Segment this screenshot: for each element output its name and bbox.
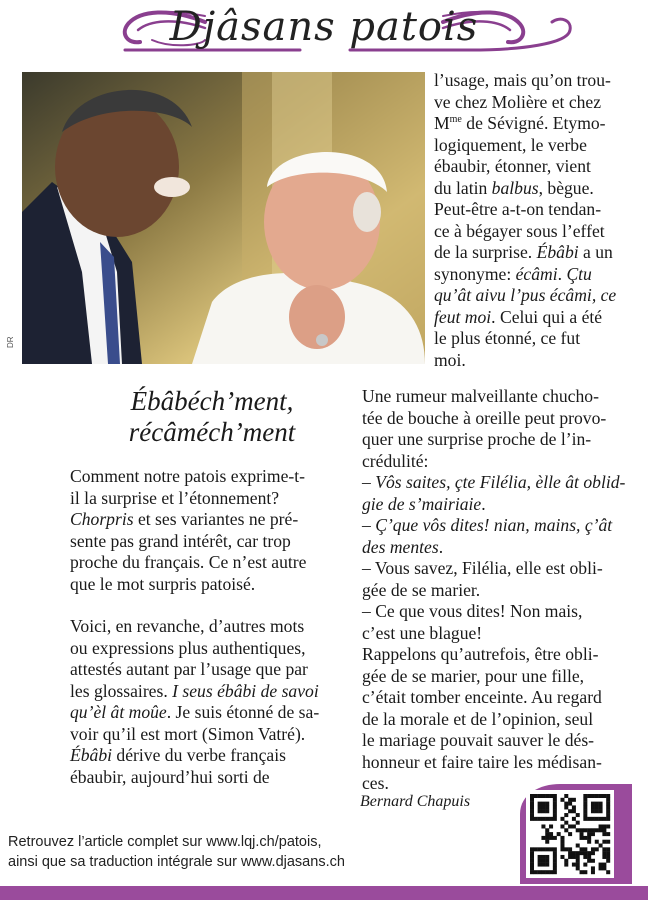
text-line: Voici, en revanche, d’autres mots	[70, 616, 305, 636]
text-line: – Vôs saites, çte Filélia, èlle ât oblid-	[362, 472, 626, 492]
text-line: Une rumeur malveillante chucho-	[362, 386, 599, 406]
text-line: des mentes.	[362, 536, 444, 557]
text-line: quer une surprise proche de l’in-	[362, 429, 592, 449]
text-line: du latin balbus, bègue.	[434, 177, 594, 198]
text-line: Peut-être a-t-on tendan-	[434, 199, 602, 219]
text-line: voir qu’il est mort (Simon Vatré).	[70, 723, 306, 744]
text-line: logiquement, le verbe	[434, 134, 587, 155]
text-line: synonyme: écâmi. Çtu	[434, 263, 592, 284]
article-column-right	[362, 386, 634, 795]
text-line: Ébâbi dérive du verbe français	[70, 745, 286, 765]
section-title: Djâsans patois	[169, 4, 479, 50]
text-line: ébaubir, étonner, vient	[434, 156, 591, 176]
text-line: Comment notre patois exprime-t-	[70, 466, 306, 486]
author-signature: Bernard Chapuis	[360, 793, 471, 810]
text-line: – Ce que vous dites! Non mais,	[362, 601, 583, 621]
text-line: gée de se marier, pour une fille,	[362, 665, 585, 686]
text-line: Rappelons qu’autrefois, être obli-	[362, 644, 599, 664]
footer-line: ainsi que sa traduction intégrale sur www.djasans.ch	[8, 854, 345, 870]
qr-code-icon	[520, 784, 632, 884]
text-line: – Vous savez, Filélia, elle est obli-	[362, 558, 603, 578]
photo-credit: DR	[6, 336, 15, 348]
text-line: honneur et faire taire les médisan-	[362, 751, 602, 772]
text-line: ve chez Molière et chez	[434, 91, 602, 112]
text-line: gie de s’mairiaie.	[362, 493, 486, 514]
article-column-left	[70, 466, 354, 788]
text-line: l’usage, mais qu’on trou-	[434, 70, 611, 90]
article-column-top-right	[434, 70, 634, 371]
text-line: Chorpris et ses variantes ne pré-	[70, 509, 299, 529]
text-line: proche du français. Ce n’est autre	[70, 552, 307, 572]
text-line: crédulité:	[362, 450, 429, 471]
text-line: les glossaires. I seus ébâbi de savoi	[70, 680, 319, 701]
bottom-accent-bar	[0, 886, 648, 900]
text-line: qu’ât aivu l’pus écâmi, ce	[434, 285, 617, 305]
text-line: de la morale et de l’opinion, seul	[362, 708, 594, 729]
text-line: – Ç’que vôs dites! nian, mains, ç’ât	[362, 515, 613, 535]
headline-line: récâméch’ment	[128, 417, 296, 447]
text-line: gée de se marier.	[362, 579, 481, 600]
article-photo	[22, 72, 425, 364]
footer-note	[8, 832, 508, 872]
text-line: de la surprise. Ébâbi a un	[434, 242, 613, 262]
text-line: ce à bégayer sous l’effet	[434, 220, 605, 241]
text-line: $M^{me}$ de Sévigné. Etymo-	[434, 113, 606, 133]
text-line: feut moi. Celui qui a été	[434, 306, 603, 327]
qr-code[interactable]	[520, 784, 632, 884]
footer-line: Retrouvez l’article complet sur www.lqj.ch/patois,	[8, 834, 322, 850]
text-line: le mariage pouvait sauver le dés-	[362, 730, 595, 750]
headline-line: Ébâbéch’ment,	[130, 386, 294, 416]
text-line: que le mot surpris patoisé.	[70, 573, 256, 594]
text-line: ces.	[362, 773, 389, 793]
text-line: le plus étonné, ce fut	[434, 328, 581, 348]
page-header	[0, 0, 648, 66]
text-line: il la surprise et l’étonnement?	[70, 487, 280, 508]
text-line: ou expressions plus authentiques,	[70, 637, 306, 658]
photo-icon	[22, 72, 425, 364]
text-line: c’était tomber enceinte. Au regard	[362, 687, 602, 707]
text-line: moi.	[434, 349, 466, 370]
article-headline	[70, 386, 354, 448]
text-line: ébaubir, aujourd’hui sorti de	[70, 766, 270, 787]
text-line: tée de bouche à oreille peut provo-	[362, 407, 607, 428]
text-line: sente pas grand intérêt, car trop	[70, 530, 291, 551]
text-line: c’est une blague!	[362, 622, 483, 643]
text-line: attestés autant par l’usage que par	[70, 659, 308, 679]
text-line: qu’èl ât moûe. Je suis étonné de sa-	[70, 702, 320, 722]
